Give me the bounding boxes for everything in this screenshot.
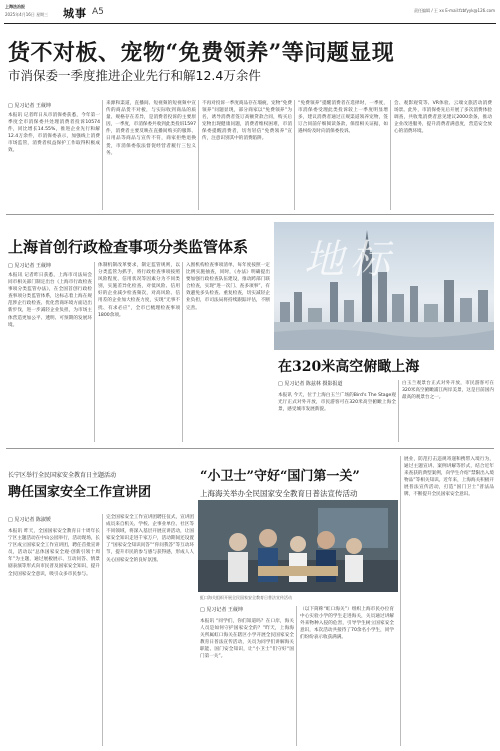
column-rule [182,262,183,442]
date-line: 2025年4月16日 星期三 [5,12,49,17]
second-story-col-3: 入围机构检查事项清单，每年度按照一定比例实施抽查，同时，《办法》明确提出要加强行政检查队伍建设，推动跨部门联合检查，实现“进一次门、查多项事”，有效避免多头检查、重复检查，切实减轻企业负担，市司法局将持续跟踪评估，不断完善。 [186,263,270,311]
masthead [5,3,495,23]
second-story-col-1: 本报讯 记者昨日获悉，上海市司法局会同市相关部门制定出台《上海市行政检查事项分类监管办法》，在全国首创行政检查事项分类监管体系，这标志着上海在规范涉企行政检查、优化营商环境方面迈出新步伐，进一步减轻企业负担，为市场主体营造更加公平、透明、可预期的发展环境。 [8,273,92,328]
column-rule [390,100,391,210]
header-rule [4,23,496,24]
bottom-left-byline: □ 见习记者 陈淑媛 [8,517,51,523]
column-rule [296,606,297,746]
bottom-left-title: 聘任国家安全工作宣讲团 [8,485,152,500]
column-rule [398,380,399,442]
top-story-byline [8,102,51,109]
landmark-side-text: 白玉兰观景台正式对外开放，市民游客可在320米高空俯瞰浦江两岸美景，这是目前国内最高的观景台之一。 [402,381,494,401]
section-page: A5 [92,7,104,17]
bottom-right-title: “小卫士”守好“国门第一关” [200,469,360,484]
byline-text: □ 见习记者 王葳坤 [8,103,51,109]
paper-name: 上海法治报 [5,4,25,9]
bottom-right-col-2: （以下简称“虹口海关”）组织上海市民办位育中心实验小学的学生走进海关，关员通过讲解外来物种入侵的危害，引导学生树立国家安全意识，本次活动共接待了70余名小学生，同学们纷纷表示收获满满。 [300,607,394,641]
column-rule [102,100,103,210]
landmark-byline: □ 见习记者 陈兹林 摄影报道 [278,381,343,387]
second-story-col-2: 体制机制改革要求，制定监管规则，以分类监管为抓手，将行政检查事项按照风险程度、信用状况等因素分为不同类别，实施差异化检查，对低风险、信用好的企业减少检查频次，对高风险、信用差的企业加大检查力度，实现“无事不扰、有求必应”，全市已梳理检查事项1800余项。 [98,263,180,318]
column-rule [198,100,199,210]
section-name: 城事 [63,7,87,20]
top-story-subtitle: 市消保委一季度推进企业先行和解12.4万余件 [8,68,261,83]
column-rule [94,262,95,442]
bottom-left-col-2: 完全国家安全工作宣讲团聘任仪式，宣讲团成员来自机关、学校、企事业单位、社区等不同领域，将深入基层开展宣讲活动，让国家安全知识走进千家万户，活动期间还设置了“国家安全知识问答”“你问我答”等互动环节，提升市民的参与感与获得感，形成人人关心国家安全的良好氛围。 [106,515,194,563]
activity-photo-caption: 虹口海关组织开展全民国家安全教育日普法宣传活动 [200,595,292,600]
editor-info: 责任编辑 / 王 xx E-mail:fzbfyyk@126.com [414,8,495,13]
bottom-right-byline: □ 见习记者 王葳坤 [200,607,243,613]
bottom-right-subtitle: 上海海关举办全民国家安全教育日普法宣传活动 [200,489,358,498]
column-rule [102,514,103,746]
section-divider [6,214,494,215]
top-story-col-3: 不再对投诉一季度商品存在瑕疵，宠物“免费领养”问题显现，部分商家以“免费领养”为名，诱导消费者签订高额贷款合同，购买后宠物出现健康问题，消费者维权困难，市消保委提醒消费者，切勿轻信“免费领养”宣传，注意识别其中的消费陷阱。 [202,101,292,142]
bottom-right-col-1: 本报讯 “同学们，你们知道吗？在口岸，海关人员是如何守护国家安全的？”昨天，上海海关所属虹口海关在辖区小学开展全民国家安全教育日普法宣传活动，关员为同学们讲解海关职能、国门安全知识，让“小卫士”们守好“国门第一关”。 [200,619,294,660]
top-story-title: 货不对板、宠物“免费领养”等问题显现 [8,40,395,66]
column-rule [294,100,295,210]
section-divider [6,448,494,449]
second-story-byline: □ 见习记者 王葳坤 [8,263,51,269]
landmark-title: 在320米高空俯瞰上海 [278,359,420,375]
second-story-title: 上海首创行政检查事项分类监管体系 [8,238,249,256]
landmark-text: 本报讯 今天，位于上海白玉兰广场的Bird's The Stage观光厅正式对外开放，市民游客可在320米高空俯瞰上海全景，感受城市发展新貌。 [278,393,396,413]
activity-photo [198,500,398,592]
bottom-left-kicker: 长宁区举行全民国家安全教育日主题活动 [8,472,117,479]
landmark-photo [274,222,494,350]
landmark-overlay-word: 地标 [304,237,396,283]
top-story-col-1: 本报讯 记者昨日从市消保委获悉，今年第一季度全市消保委共处理消费者投诉10574件，同比增长14.55%，推进企业先行和解12.4万余件，市消保委表示，加强线上消费市场监管，消费者权益保护工作取得积极成效。 [8,113,100,154]
bottom-left-col-1: 本报讯 昨天，全国国家安全教育日十周年长宁区主题活动在中山公园举行，活动现场，长宁区成立国家安全工作宣讲团，聘任首批宣讲员，活动以“总体国家安全观·创新引领十周年”为主题，通过展板展示、互动问答、情景剧表演等形式向市民普及国家安全知识，提升全民国家安全意识，吸引众多市民参与。 [8,529,100,577]
bottom-right-col-3: 展业，防范打击违规寄递和携带入境行为，通过主题宣讲、案例讲解等形式，结合近年来查获的典型案例，向学生介绍“禁限出入境物品”等相关知识。近年来，上海海关积极开展普法宣传活动，打造“国门卫士”普法品牌，不断提升全民国家安全意识。 [404,457,494,498]
column-rule [400,456,401,746]
children-activity-image [198,500,398,592]
top-story-col-5: 会、观影观赏等、VR体验、云端文旅活动消费场景。此外，市消保委先后开展了多次消费体验调查，共收集消费者意见建议2000余条，推动企业改进服务，提升消费者满意度，营造安全放心的消费环境。 [394,101,492,135]
top-story-col-2: 来源和渠道，直播间、短视频的短视频中宣传的商品货不对板，与实际收到商品的质量、规格存在差异，是消费者投诉的主要原因，一季度，市消保委共收到此类投诉1597件，消费者主要反映在直播间购买的服饰、日用品等商品与宣传不符，商家拒绝退换货，市消保委依法督促经营者履行三包义务。 [106,101,196,156]
top-story-col-4: “免费领养”提醒消费者在选择时，一季度，市消保委受理此类投诉较上一季度明显增多，建议消费者通过正规渠道领养宠物，签订合同前仔细阅读条款，保留相关证据，如遇纠纷及时向消保委投诉。 [298,101,388,135]
